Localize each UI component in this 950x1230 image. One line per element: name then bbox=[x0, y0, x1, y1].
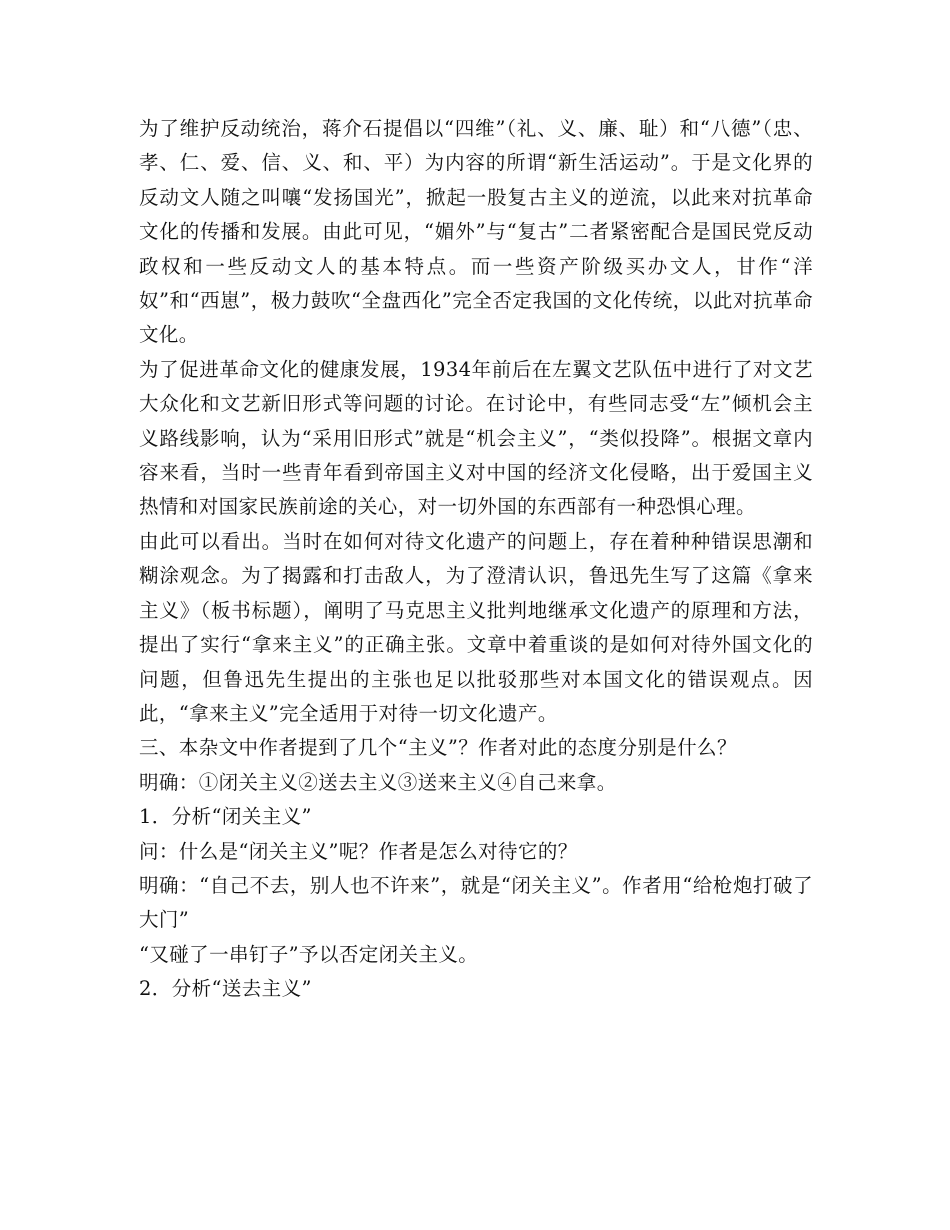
section-heading-sending-out: 2．分析“送去主义” bbox=[139, 977, 312, 1001]
body-text bbox=[139, 112, 813, 1007]
paragraph-new-life-movement: 为了维护反动统治，蒋介石提倡以“四维”（礼、义、廉、耻）和“八德”（忠、孝、仁、爱、信、义、和、平）为内容的所谓“新生活运动”。于是文化界的反动文人随之叫嚷“发扬国光”，掀起一股复古主义的逆流，以此来对抗革命文化的传播和发展。由此可见，“媚外”与“复古”二者紧密配合是国民党反动政权和一些反动文人的基本特点。而一些资产阶级买办文人，甘作“洋奴”和“西崽”，极力鼓吹“全盘西化”完全否定我国的文化传统，以此对抗革命文化。 bbox=[139, 117, 813, 347]
answer-closed-door-continued: “又碰了一串钉子”予以否定闭关主义。 bbox=[139, 942, 479, 966]
answer-three: 明确：①闭关主义②送去主义③送来主义④自己来拿。 bbox=[139, 770, 617, 794]
answer-closed-door: 明确：“自己不去，别人也不许来”，就是“闭关主义”。作者用“给枪炮打破了大门” bbox=[139, 873, 813, 932]
section-heading-closed-door: 1．分析“闭关主义” bbox=[139, 805, 312, 829]
paragraph-1934-discussion: 为了促进革命文化的健康发展，1934年前后在左翼文艺队伍中进行了对文艺大众化和文艺新旧形式等问题的讨论。在讨论中，有些同志受“左”倾机会主义路线影响，认为“采用旧形式”就是“机会主义”，“类似投降”。根据文章内容来看，当时一些青年看到帝国主义对中国的经济文化侵略，出于爱国主义热情和对国家民族前途的关心，对一切外国的东西部有一种恐惧心理。 bbox=[139, 357, 813, 519]
paragraph-cultural-heritage: 由此可以看出。当时在如何对待文化遗产的问题上，存在着种种错误思潮和糊涂观念。为了揭露和打击敌人，为了澄清认识，鲁迅先生写了这篇《拿来主义》（板书标题），阐明了马克思主义批判地继承文化遗产的原理和方法，提出了实行“拿来主义”的正确主张。文章中着重谈的是如何对待外国文化的问题，但鲁迅先生提出的主张也足以批驳那些对本国文化的错误观点。因此，“拿来主义”完全适用于对待一切文化遗产。 bbox=[139, 529, 813, 725]
question-closed-door: 问：什么是“闭关主义”呢？作者是怎么对待它的？ bbox=[139, 839, 578, 863]
question-three: 三、本杂文中作者提到了几个“主义”？作者对此的态度分别是什么？ bbox=[139, 736, 737, 760]
